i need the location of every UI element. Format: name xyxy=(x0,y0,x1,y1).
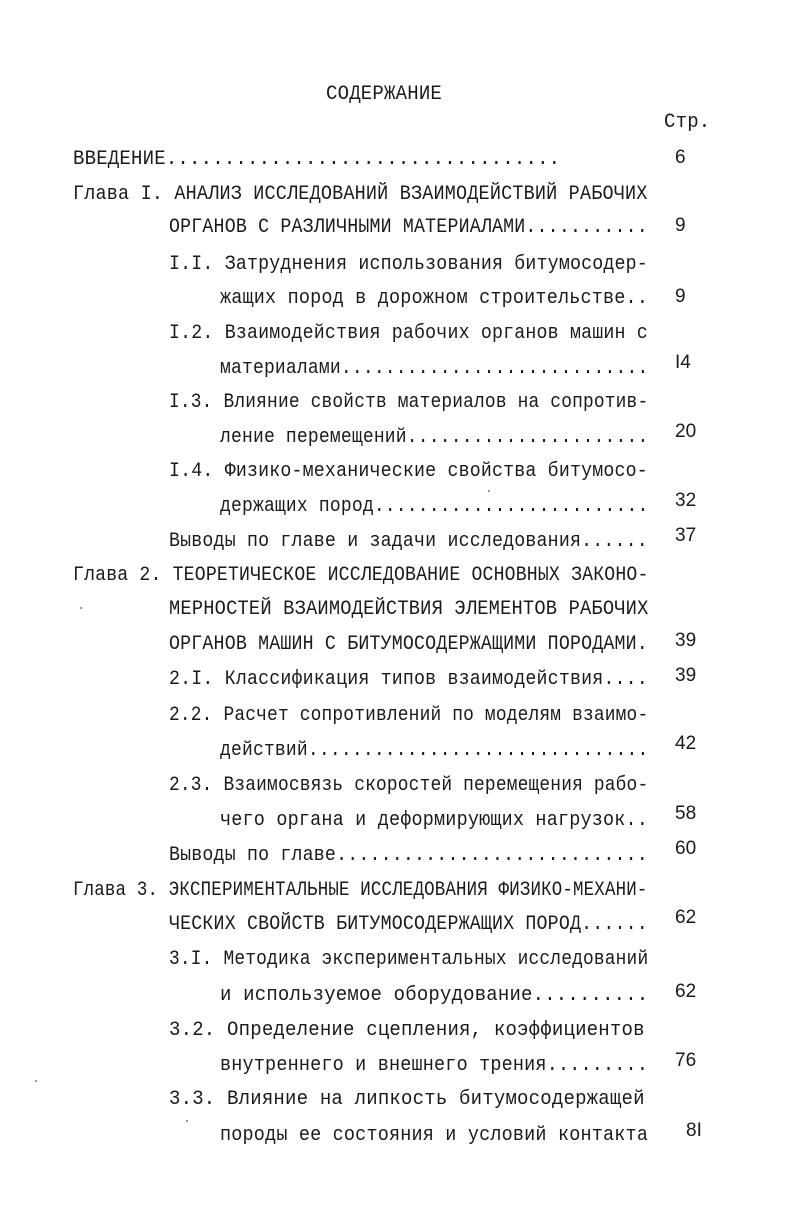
page-column-header: Стр. xyxy=(664,110,711,134)
toc-line: ОРГАНОВ С РАЗЛИЧНЫМИ МАТЕРИАЛАМИ........... xyxy=(169,215,648,239)
toc-page-number: 42 xyxy=(675,733,697,754)
toc-line: ЧЕСКИХ СВОЙСТВ БИТУМОСОДЕРЖАЩИХ ПОРОД...... xyxy=(169,912,648,936)
toc-page-number: 32 xyxy=(675,490,697,511)
toc-line: ление перемещений...................... xyxy=(220,425,649,449)
toc-page-number: 62 xyxy=(675,981,697,1002)
toc-line: 2.2. Расчет сопротивлений по моделям взаимо- xyxy=(169,703,649,727)
toc-page-number: 37 xyxy=(675,525,697,546)
toc-page-number: 9 xyxy=(675,215,686,236)
toc-page-number: 62 xyxy=(675,907,697,928)
toc-line: I.I. Затруднения использования битумосодер- xyxy=(169,252,648,276)
toc-line: жащих пород в дорожном строительстве.. xyxy=(220,286,649,310)
toc-line: Выводы по главе............................ xyxy=(169,843,648,867)
toc-line: ВВЕДЕНИЕ.................................. xyxy=(73,147,561,171)
toc-line: I.2. Взаимодействия рабочих органов машин с xyxy=(169,321,648,345)
scan-speck xyxy=(80,607,82,609)
toc-page-number: 76 xyxy=(675,1050,697,1071)
toc-line: МЕРНОСТЕЙ ВЗАИМОДЕЙСТВИЯ ЭЛЕМЕНТОВ РАБОЧИХ xyxy=(169,597,649,621)
toc-page-number: 6 xyxy=(675,147,686,168)
scan-speck xyxy=(488,490,490,492)
toc-line: I.3. Влияние свойств материалов на сопротив- xyxy=(169,390,649,414)
toc-line: ОРГАНОВ МАШИН С БИТУМОСОДЕРЖАЩИМИ ПОРОДАМИ. xyxy=(169,632,648,656)
toc-line: породы ее состояния и условий контакта xyxy=(220,1123,649,1147)
toc-line: Глава 3. ЭКСПЕРИМЕНТАЛЬНЫЕ ИССЛЕДОВАНИЯ ФИЗИКО-МЕХАНИ- xyxy=(73,878,648,902)
toc-page-number: I4 xyxy=(675,352,691,373)
toc-page-number: 39 xyxy=(675,630,697,651)
toc-line: чего органа и деформирующих нагрузок.. xyxy=(220,808,649,832)
toc-page-number: 9 xyxy=(675,286,686,307)
toc-line: 3.I. Методика экспериментальных исследований xyxy=(169,947,649,971)
toc-line: Глава I. АНАЛИЗ ИССЛЕДОВАНИЙ ВЗАИМОДЕЙСТВИЙ РАБОЧИХ xyxy=(73,182,648,206)
toc-line: 2.3. Взаимосвязь скоростей перемещения рабо- xyxy=(169,773,649,797)
toc-page-number: 20 xyxy=(675,421,697,442)
toc-line: держащих пород......................... xyxy=(220,494,649,518)
toc-page-number: 60 xyxy=(675,838,697,859)
toc-page-number: 8I xyxy=(686,1120,702,1141)
toc-line: 2.I. Классификация типов взаимодействия.... xyxy=(169,667,648,691)
scan-speck xyxy=(186,1120,188,1122)
toc-page-number: 58 xyxy=(675,803,697,824)
toc-line: 3.2. Определение сцепления, коэффициентов xyxy=(169,1018,645,1042)
toc-line: 3.3. Влияние на липкость битумосодержащей xyxy=(169,1087,645,1111)
toc-line: действий............................... xyxy=(220,738,649,762)
toc-line: Глава 2. ТЕОРЕТИЧЕСКОЕ ИССЛЕДОВАНИЕ ОСНОВНЫХ ЗАКОНО- xyxy=(73,563,649,587)
page-title: СОДЕРЖАНИЕ xyxy=(326,82,443,106)
toc-line: I.4. Физико-механические свойства битумосо- xyxy=(169,459,648,483)
toc-line: внутреннего и внешнего трения......... xyxy=(220,1053,649,1077)
toc-page-number: 39 xyxy=(675,665,697,686)
scan-speck xyxy=(35,1080,37,1082)
toc-line: Выводы по главе и задачи исследования...... xyxy=(169,529,648,553)
toc-line: материалами............................ xyxy=(220,356,649,380)
toc-line: и используемое оборудование.......... xyxy=(220,983,649,1007)
